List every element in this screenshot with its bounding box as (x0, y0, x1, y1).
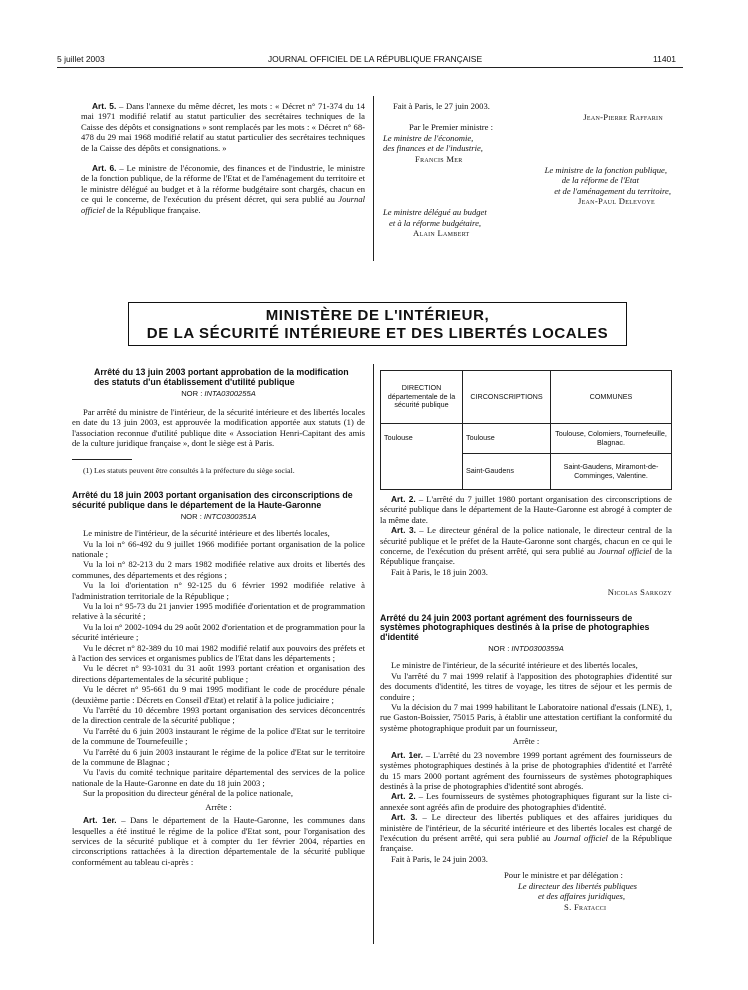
visa-paragraph: Vu le décret n° 95-661 du 9 mai 1995 modifiant le code de procédure pénale (deuxième partie : Décrets en Conseil d'Etat) et relatif à la police judiciaire ; (72, 684, 365, 705)
visa-paragraph: Vu le décret n° 82-389 du 10 mai 1982 modifié relatif aux pouvoirs des préfets et à l'action des services et organismes publics de l'Etat dans les départements ; (72, 642, 365, 663)
table-cell: Saint-Gaudens, Miramont-de-Comminges, Valentine. (551, 454, 672, 490)
visa-paragraph: Vu la loi d'orientation n° 92-125 du 6 février 1992 modifiée relative à l'administration territoriale de la République ; (72, 580, 365, 601)
visa-paragraph: Vu la loi n° 2002-1094 du 29 août 2002 d'orientation et de programmation pour la sécurité intérieure ; (72, 621, 365, 643)
arrete-2-visas (72, 539, 365, 799)
arrete-3-art2: Art. 2. – Les fournisseurs de systèmes photographiques figurant sur la liste ci-annexée sont agréés afin de produire des photographies d'identité. (380, 791, 672, 812)
arrete-2-arrete: Arrête : (205, 801, 232, 812)
visa-paragraph: Vu la loi n° 66-492 du 9 juillet 1966 modifiée portant organisation de la police nationale ; (72, 538, 365, 559)
arrete-3-intro: Le ministre de l'intérieur, de la sécurité intérieure et des libertés locales, (391, 660, 638, 671)
top-left-column (81, 101, 365, 215)
circonscriptions-table (380, 370, 672, 490)
table-header: CIRCONSCRIPTIONS (463, 371, 551, 424)
decree-signatures (383, 101, 673, 239)
arrete-24-juin (380, 614, 672, 913)
arrete-3-visas (380, 671, 672, 733)
arrete-2-nor: NOR : INTC0300351A (180, 511, 257, 521)
arrete-2-art2: Art. 2. – L'arrêté du 7 juillet 1980 portant organisation des circonscriptions de sécurité publique dans le département de la Haute-Garonne est abrogé à compter de la même date. (380, 494, 672, 525)
ministry-banner (128, 302, 627, 346)
arrete-2-fait: Fait à Paris, le 18 juin 2003. (391, 566, 488, 577)
arrete-3-art1: Art. 1er. – L'arrêté du 23 novembre 1999 portant agrément des fournisseurs de systèmes photographiques destinés à la prise de photographies d'identité et l'arrêté du 15 mars 2000 portant agrément des fournisseurs de systèmes photographiques destinés à la prise de photographies d'identité sont abrogés. (380, 749, 672, 791)
column-divider-bottom (373, 364, 374, 944)
fp-title-2: de la réforme de l'Etat (561, 175, 639, 186)
table-cell: Saint-Gaudens (463, 454, 551, 490)
table-row (381, 454, 672, 490)
article-5: Art. 5. – Dans l'annexe du même décret, les mots : « Décret n° 71-374 du 14 mai 1971 modifié relatif au statut particulier des secrétaires techniques de la Caisse des dépôts et consignations » sont remplacés par les mots : « Décret n° 68-478 du 29 mai 1968 modifié relatif au statut particulier des secrétaires techniques de la Caisse des dépôts et consignations. » (81, 101, 365, 153)
table-cell: Toulouse, Colomiers, Tournefeuille, Blagnac. (551, 424, 672, 454)
eco-title-2: des finances et de l'industrie, (383, 143, 483, 154)
journal-title: JOURNAL OFFICIEL DE LA RÉPUBLIQUE FRANÇAISE (267, 54, 483, 64)
arrete-1-title: Arrêté du 13 juin 2003 portant approbation de la modification des statuts d'un établissement d'utilité publique (94, 367, 349, 387)
arrete-2-intro: Le ministre de l'intérieur, de la sécurité intérieure et des libertés locales, (83, 528, 330, 539)
table-row (381, 424, 672, 454)
fp-title-3: et de l'aménagement du territoire, (554, 185, 671, 196)
visa-paragraph: Vu la loi n° 95-73 du 21 janvier 1995 modifiée d'orientation et de programmation relative à la sécurité ; (72, 600, 365, 622)
visa-paragraph: Vu l'avis du comité technique paritaire départemental des services de la police nationale de la Haute-Garonne en date du 18 juin 2003 ; (72, 767, 365, 788)
arrete-13-juin (72, 368, 365, 475)
ministry-line-1: MINISTÈRE DE L'INTÉRIEUR, (265, 307, 490, 324)
budget-title-2: et à la réforme budgétaire, (389, 217, 482, 228)
page-number: 11401 (653, 54, 677, 64)
right-column (380, 370, 672, 913)
arrete-3-title: Arrêté du 24 juin 2003 portant agrément des fournisseurs de systèmes photographiques destinés à la prise de photographies d'identité (380, 612, 650, 643)
arrete-3-signer: S. Fratacci (564, 901, 607, 912)
fp-title-1: Le ministre de la fonction publique, (544, 164, 667, 175)
visa-paragraph: Vu l'arrêté du 7 mai 1999 relatif à l'apposition des photographies d'identité sur des documents d'identité, les titres de voyage, les titres de séjour et les permis de conduire ; (380, 670, 672, 702)
arrete-3-nor: NOR : INTD0300359A (488, 644, 564, 654)
pm-name: Jean-Pierre Raffarin (583, 111, 663, 122)
column-divider-top (373, 96, 374, 261)
arrete-3-arrete: Arrête : (512, 736, 540, 747)
arrete-3-signer-title-1: Le directeur des libertés publiques (518, 880, 638, 891)
arrete-1-footnote: (1) Les statuts peuvent être consultés à la préfecture du siège social. (83, 465, 295, 475)
pm-intro: Par le Premier ministre : (409, 122, 494, 133)
visa-paragraph: Vu l'arrêté du 6 juin 2003 instaurant le régime de la police d'Etat sur le territoire de la commune de Blagnac ; (72, 746, 365, 768)
fait-date: Fait à Paris, le 27 juin 2003. (393, 101, 490, 111)
article-6: Art. 6. – Le ministre de l'économie, des finances et de l'industrie, le ministre de la fonction publique, de la réforme de l'Etat et de l'aménagement du territoire et le ministre délégué au budget et à la réforme budgétaire sont chargés, chacun en ce qui le concerne, de l'exécution du présent décret, qui sera publié au Journal officiel de la République française. (81, 163, 365, 215)
table-header: DIRECTION départementale de la sécurité publique (381, 371, 463, 424)
ministry-line-2: DE LA SÉCURITÉ INTÉRIEURE ET DES LIBERTÉS LOCALES (146, 325, 609, 342)
visa-paragraph: Vu la loi n° 82-213 du 2 mars 1982 modifiée relative aux droits et libertés des communes, des départements et des régions ; (72, 559, 365, 580)
budget-name: Alain Lambert (413, 228, 470, 239)
arrete-3-art3: Art. 3. – Le directeur des libertés publiques et des affaires juridiques du ministère de l'intérieur, de la sécurité intérieure et des libertés locales est chargé de l'exécution du présent arrêté, qui sera publié au Journal officiel de la République française. (380, 812, 672, 854)
arrete-2-title: Arrêté du 18 juin 2003 portant organisation des circonscriptions de sécurité publique dans le département de la Haute-Garonne (72, 490, 353, 510)
arrete-3-signature (380, 870, 672, 912)
arrete-2-signer: Nicolas Sarkozy (607, 587, 672, 598)
header-date: 5 juillet 2003 (57, 54, 105, 64)
table-header-row (381, 371, 672, 424)
visa-paragraph: Vu l'arrêté du 6 juin 2003 instaurant le régime de la police d'Etat sur le territoire de la commune de Tournefeuille ; (72, 725, 365, 747)
eco-title-1: Le ministre de l'économie, (383, 132, 474, 143)
arrete-2-art3: Art. 3. – Le directeur général de la police nationale, le directeur central de la sécurité publique et le préfet de la Haute-Garonne sont chargés, chacun en ce qui le concerne, de l'exécution du présent arrêté, qui sera publié au Journal officiel de la République française. (380, 525, 672, 567)
table-cell (381, 454, 463, 490)
fp-name: Jean-Paul Delevoye (577, 196, 655, 207)
footnote-rule (72, 459, 132, 460)
budget-title-1: Le ministre délégué au budget (383, 206, 487, 217)
arrete-2-art1: Art. 1er. – Dans le département de la Haute-Garonne, les communes dans lesquelles a été institué le régime de la police d'Etat sont, pour l'organisation des services de la sécurité publique et à compter du 1er février 2004, réparties en circonscriptions rattachées à la direction départementale de la sécurité publique conformément au tableau ci-après : (72, 815, 365, 867)
arrete-1-nor: NOR : INTA0300255A (181, 388, 256, 398)
header-rule (57, 67, 683, 68)
table-cell: Toulouse (381, 424, 463, 454)
table-cell: Toulouse (463, 424, 551, 454)
visa-paragraph: Vu l'arrêté du 10 décembre 1993 portant organisation des services déconcentrés de la direction centrale de la sécurité publique ; (72, 705, 365, 726)
arrete-2-continued (380, 494, 672, 598)
eco-name: Francis Mer (415, 153, 463, 164)
table-header: COMMUNES (551, 371, 672, 424)
left-column (72, 368, 365, 867)
visa-paragraph: Vu la décision du 7 mai 1999 habilitant le Laboratoire national d'essais (LNE), 1, rue Gaston-Boissier, 75015 Paris, à établir une attestation certifiant la conformité du système photographique produit par un fournisseur, (380, 702, 672, 733)
visa-paragraph: Sur la proposition du directeur général de la police nationale, (83, 788, 293, 799)
visa-paragraph: Vu le décret n° 93-1031 du 31 août 1993 portant création et organisation des directions départementales de la sécurité publique ; (72, 663, 365, 684)
arrete-1-body: Par arrêté du ministre de l'intérieur, de la sécurité intérieure et des libertés locales en date du 13 juin 2003, est approuvée la modification apportée aux statuts (1) de l'association reconnue d'utilité publique dite « Association Henri-Capitant des amis de la culture juridique française », dont le siège est à Paris. (72, 407, 365, 449)
arrete-3-signer-title-2: et des affaires juridiques, (538, 891, 626, 902)
arrete-18-juin (72, 491, 365, 867)
arrete-3-deleg: Pour le ministre et par délégation : (504, 870, 623, 881)
arrete-3-fait: Fait à Paris, le 24 juin 2003. (391, 853, 488, 864)
